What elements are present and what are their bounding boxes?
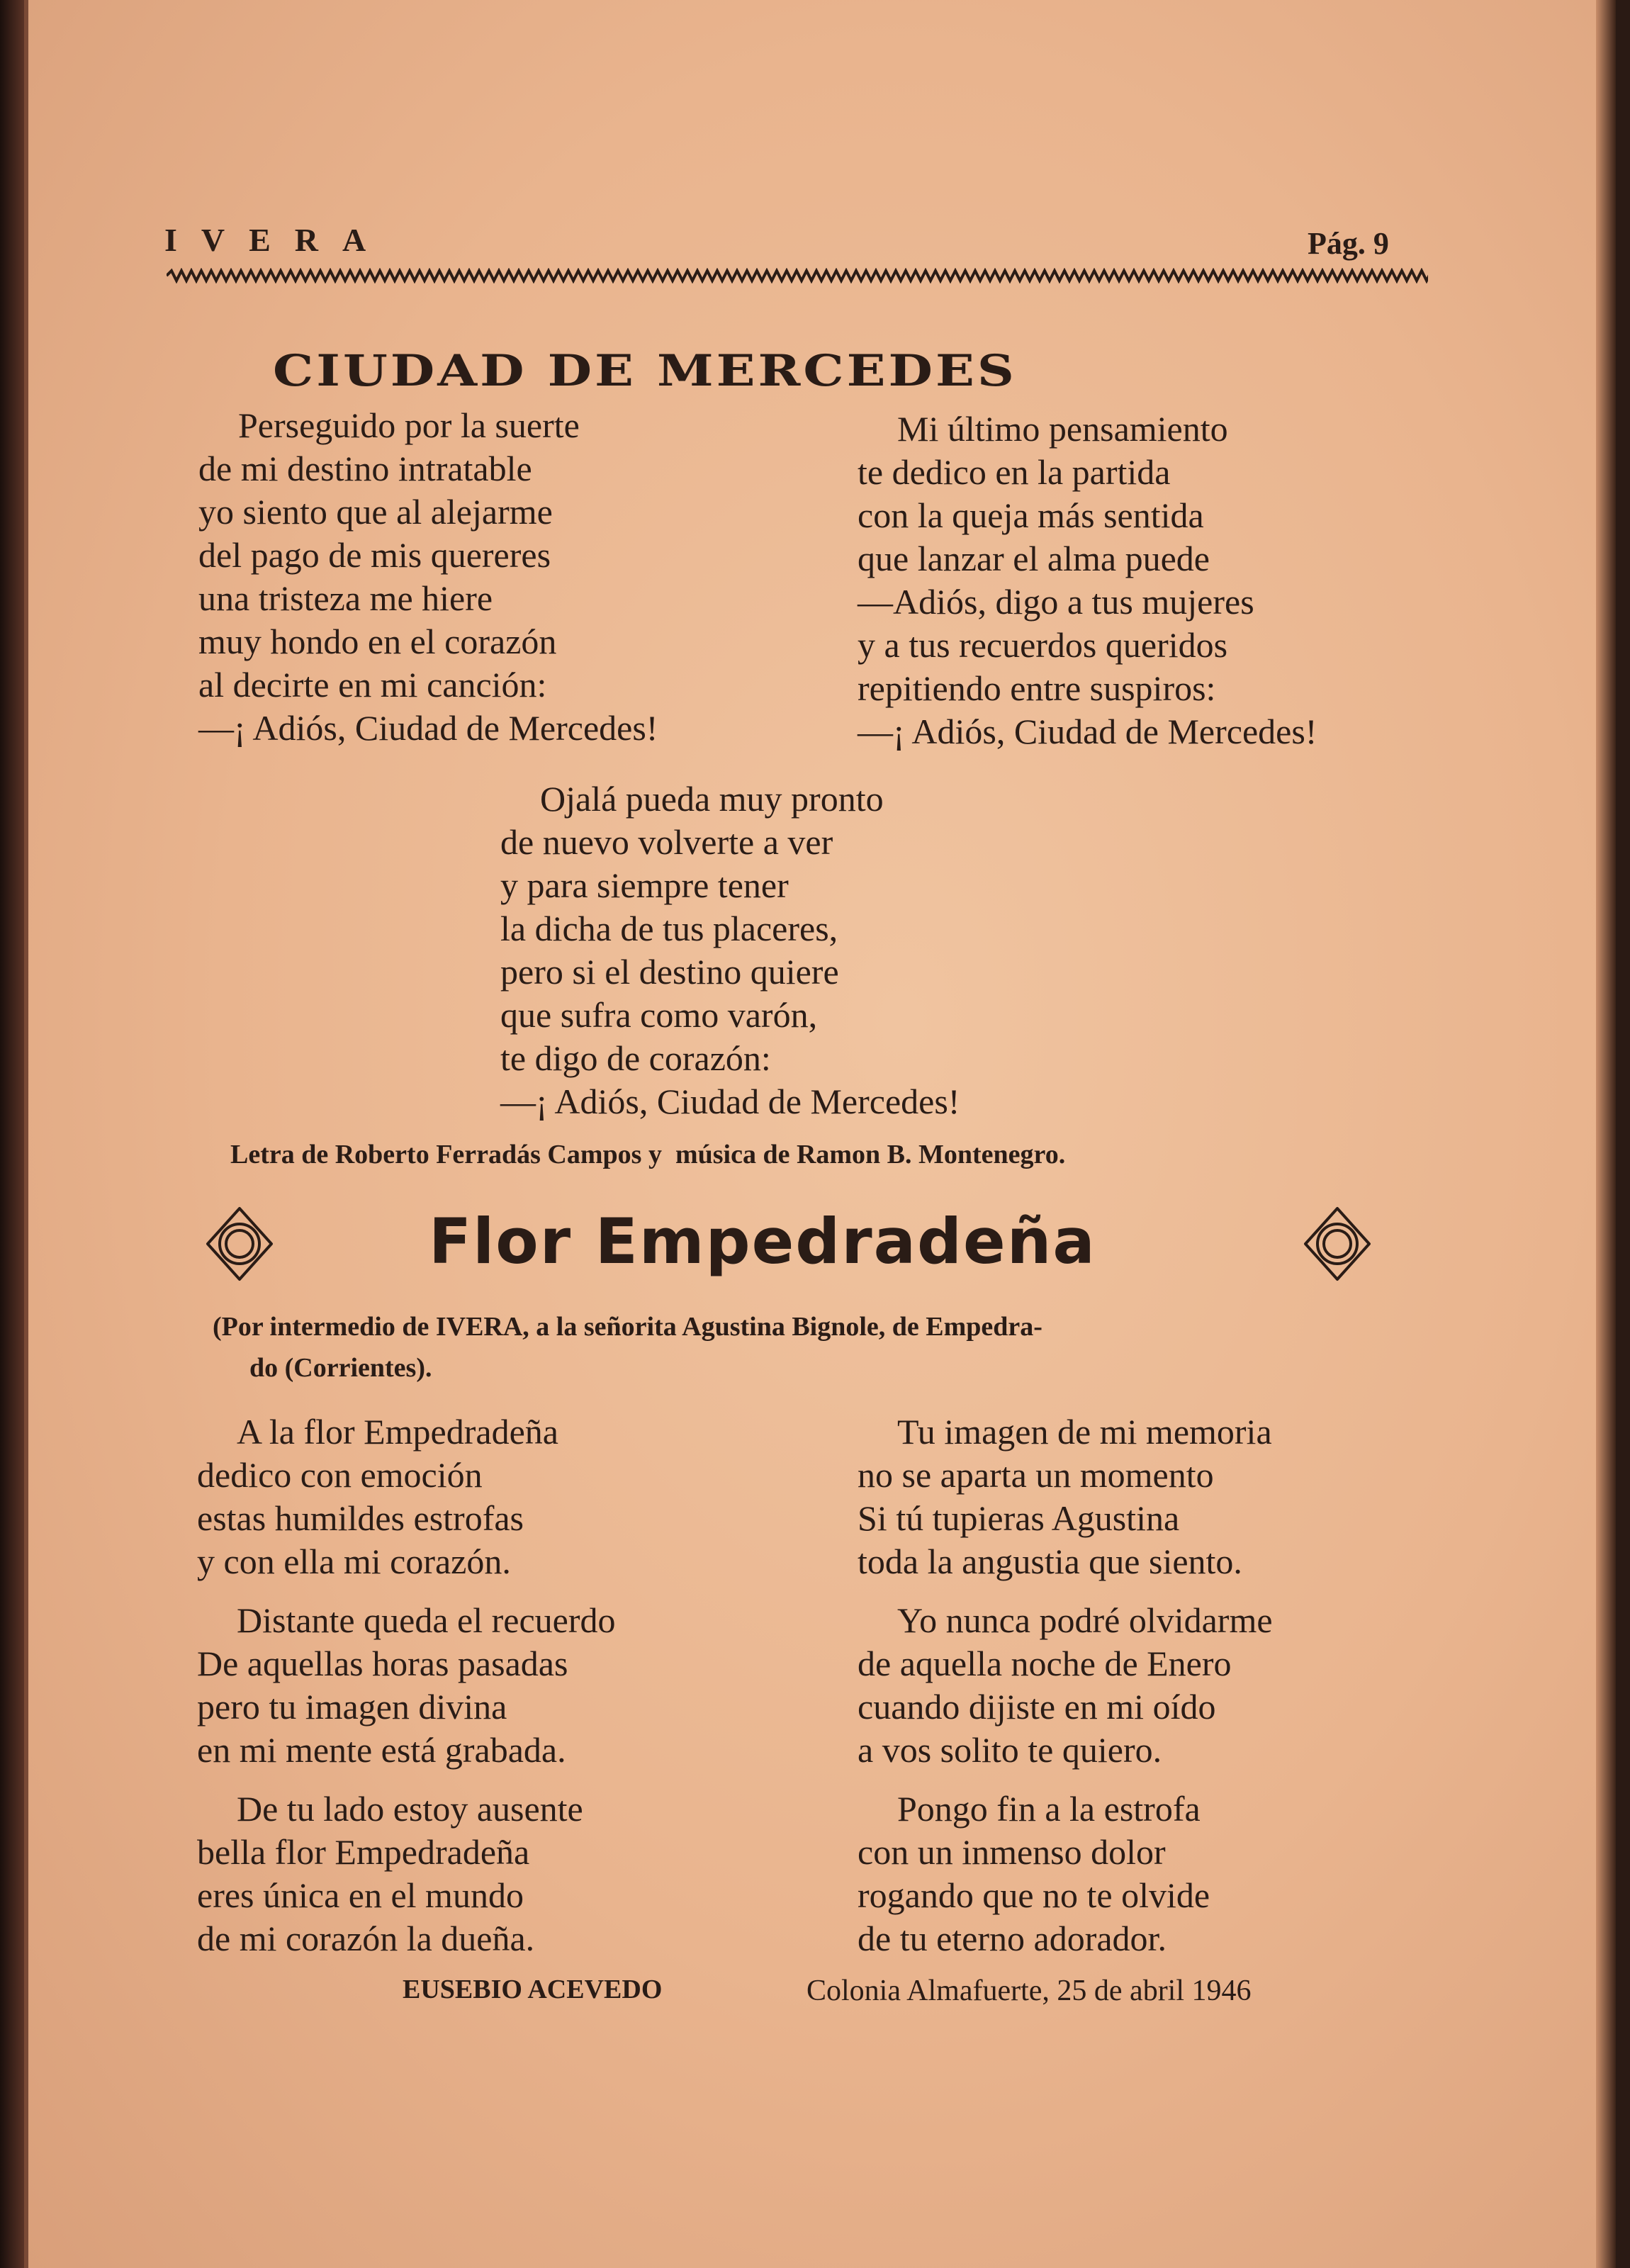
- stanza: [197, 1599, 615, 1772]
- dedication-line-2: do (Corrientes).: [249, 1353, 432, 1383]
- poem-line: te digo de corazón:: [500, 1038, 771, 1078]
- poem-line: de mi destino intratable: [198, 449, 532, 488]
- poem-line: De tu lado estoy ausente: [237, 1789, 583, 1829]
- poem-line: que lanzar el alma puede: [858, 539, 1210, 578]
- song-title-ciudad-de-mercedes: CIUDAD DE MERCEDES: [273, 344, 1017, 396]
- poem-line: del pago de mis quereres: [198, 535, 551, 575]
- poem-line: Ojalá pueda muy pronto: [540, 779, 884, 819]
- poem-line: repitiendo entre suspiros:: [858, 668, 1216, 708]
- poem-line: Yo nunca podré olvidarme: [897, 1600, 1273, 1640]
- poem-line: Mi último pensamiento: [897, 409, 1228, 449]
- stanza: [197, 1410, 615, 1583]
- poem-line: dedico con emoción: [197, 1455, 483, 1495]
- poem-line: pero tu imagen divina: [197, 1687, 507, 1727]
- poem-line: toda la angustia que siento.: [858, 1542, 1242, 1581]
- poem-line: rogando que no te olvide: [858, 1875, 1210, 1915]
- book-spine: [0, 0, 24, 2268]
- poem-line: con la queja más sentida: [858, 495, 1204, 535]
- poem-right-column: [858, 408, 1317, 753]
- magazine-name: IVERA: [164, 222, 390, 258]
- poem-line: Pongo fin a la estrofa: [897, 1789, 1201, 1829]
- poem-line: De aquellas horas pasadas: [197, 1644, 568, 1683]
- poem-line: muy hondo en el corazón: [198, 622, 557, 661]
- poem-line: —¡ Adiós, Ciudad de Mercedes!: [500, 1082, 960, 1121]
- poem-line: —¡ Adiós, Ciudad de Mercedes!: [858, 712, 1317, 751]
- poem-center-stanza: [500, 777, 960, 1123]
- poem-line: y para siempre tener: [500, 865, 789, 905]
- poem-line: te dedico en la partida: [858, 452, 1171, 492]
- poem-line: de nuevo volverte a ver: [500, 822, 833, 862]
- song-title-flor-empedradena: Flor Empedradeña: [429, 1205, 1096, 1278]
- poem-line: yo siento que al alejarme: [198, 492, 553, 532]
- poem-line: A la flor Empedradeña: [237, 1412, 558, 1452]
- page-number: Pág. 9: [1308, 226, 1389, 261]
- ornament-icon: [201, 1205, 279, 1283]
- poem-line: estas humildes estrofas: [197, 1498, 524, 1538]
- stanza: [858, 1787, 1273, 1960]
- place-and-date: Colonia Almafuerte, 25 de abril 1946: [806, 1975, 1252, 2007]
- poem-line: Perseguido por la suerte: [238, 405, 580, 445]
- poem-author: EUSEBIO ACEVEDO: [403, 1975, 663, 2004]
- poem-line: bella flor Empedradeña: [197, 1832, 530, 1872]
- poem-line: de tu eterno adorador.: [858, 1919, 1167, 1958]
- poem-line: —Adiós, digo a tus mujeres: [858, 582, 1254, 622]
- stanza: [858, 1599, 1273, 1772]
- poem-line: una tristeza me hiere: [198, 578, 493, 618]
- poem-line: pero si el destino quiere: [500, 952, 839, 992]
- poem-line: Distante queda el recuerdo: [237, 1600, 616, 1640]
- poem-line: y con ella mi corazón.: [197, 1542, 511, 1581]
- song-credit: Letra de Roberto Ferradás Campos y música de Ramon B. Montenegro.: [230, 1140, 1066, 1169]
- poem-line: de aquella noche de Enero: [858, 1644, 1232, 1683]
- poem-left-column: [198, 404, 658, 750]
- poem2-right-column: [858, 1410, 1273, 1976]
- poem-line: al decirte en mi canción:: [198, 665, 547, 704]
- poem-line: Tu imagen de mi memoria: [897, 1412, 1272, 1452]
- poem-line: con un inmenso dolor: [858, 1832, 1166, 1872]
- poem-line: y a tus recuerdos queridos: [858, 625, 1228, 665]
- wavy-divider: [167, 268, 1428, 284]
- poem-line: no se aparta un momento: [858, 1455, 1214, 1495]
- poem-line: que sufra como varón,: [500, 995, 818, 1035]
- poem2-left-column: [197, 1410, 615, 1976]
- poem-line: eres única en el mundo: [197, 1875, 524, 1915]
- poem-line: Si tú tupieras Agustina: [858, 1498, 1180, 1538]
- page-edge: [1596, 0, 1616, 2268]
- poem-line: —¡ Adiós, Ciudad de Mercedes!: [198, 708, 658, 748]
- poem-line: de mi corazón la dueña.: [197, 1919, 535, 1958]
- poem-line: la dicha de tus placeres,: [500, 909, 838, 948]
- stanza: [197, 1787, 615, 1960]
- poem-line: cuando dijiste en mi oído: [858, 1687, 1216, 1727]
- stanza: [858, 1410, 1273, 1583]
- dedication-line-1: (Por intermedio de IVERA, a la señorita Agustina Bignole, de Empedra-: [213, 1312, 1042, 1342]
- poem-line: a vos solito te quiero.: [858, 1730, 1162, 1770]
- ornament-icon: [1298, 1205, 1376, 1283]
- poem-line: en mi mente está grabada.: [197, 1730, 566, 1770]
